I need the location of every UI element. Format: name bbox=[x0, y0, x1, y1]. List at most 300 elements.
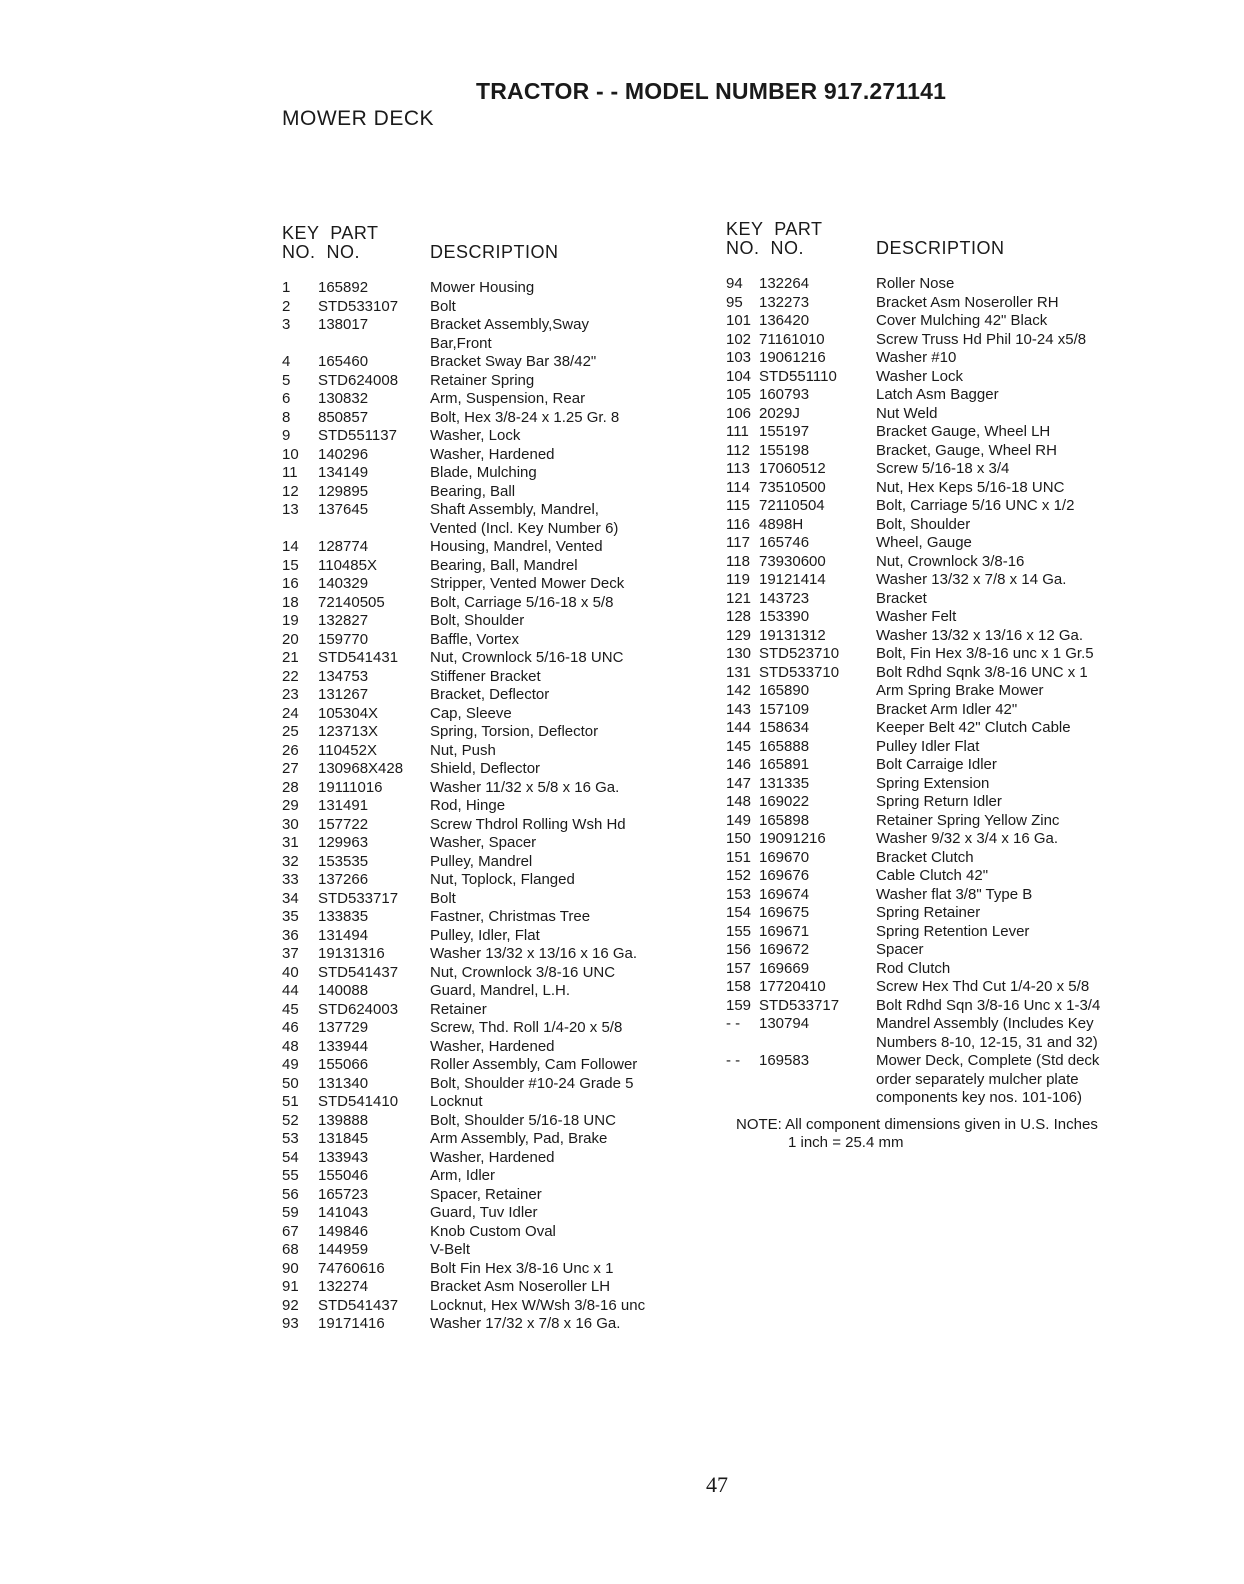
part-description: Bolt, Shoulder bbox=[430, 612, 525, 629]
part-description: Guard, Tuv Idler bbox=[430, 1204, 538, 1221]
part-number: 17060512 bbox=[759, 460, 826, 477]
key-number: 51 bbox=[282, 1093, 299, 1110]
key-number: 25 bbox=[282, 723, 299, 740]
table-row bbox=[282, 446, 702, 465]
part-number: 133944 bbox=[318, 1037, 369, 1055]
key-number: 19 bbox=[282, 612, 299, 629]
part-description: Washer Felt bbox=[876, 608, 957, 625]
key-number: 128 bbox=[726, 608, 752, 625]
key-number: 11 bbox=[282, 464, 298, 481]
table-row bbox=[282, 760, 702, 779]
part-description: Nut, Push bbox=[430, 741, 496, 759]
part-number: 850857 bbox=[318, 408, 369, 426]
parts-rows bbox=[726, 275, 1166, 1108]
part-number: 143723 bbox=[759, 589, 810, 607]
part-number: 160793 bbox=[759, 386, 810, 403]
table-row bbox=[282, 631, 702, 650]
part-description: Bolt Rdhd Sqn 3/8-16 Unc x 1-3/4 bbox=[876, 996, 1101, 1014]
part-number: 128774 bbox=[318, 538, 369, 555]
key-number: 30 bbox=[282, 815, 299, 833]
part-number: 110452X bbox=[318, 741, 377, 759]
part-number: 165892 bbox=[318, 279, 369, 296]
part-description: Cover Mulching 42" Black bbox=[876, 312, 1048, 329]
table-row bbox=[282, 908, 702, 927]
key-number: 34 bbox=[282, 889, 299, 907]
part-description: Cable Clutch 42" bbox=[876, 867, 989, 884]
key-number: 5 bbox=[282, 371, 291, 389]
part-description: Bolt, Hex 3/8-24 x 1.25 Gr. 8 bbox=[430, 408, 620, 426]
table-row bbox=[282, 871, 702, 890]
table-row bbox=[726, 941, 1166, 960]
key-number: 119 bbox=[726, 571, 750, 588]
part-number: 134753 bbox=[318, 667, 369, 685]
table-row bbox=[282, 1075, 702, 1094]
table-row bbox=[726, 312, 1166, 331]
part-number: 157109 bbox=[759, 700, 810, 718]
key-number: 105 bbox=[726, 386, 752, 403]
part-description: Mower Housing bbox=[430, 279, 535, 296]
key-number: 26 bbox=[282, 741, 299, 759]
part-description: Bolt Carraige Idler bbox=[876, 756, 997, 773]
table-row bbox=[282, 1278, 702, 1297]
part-number: 131340 bbox=[318, 1074, 369, 1092]
key-number: 46 bbox=[282, 1019, 299, 1036]
part-number: 132273 bbox=[759, 293, 810, 311]
part-description: Shield, Deflector bbox=[430, 760, 541, 777]
table-row bbox=[726, 812, 1166, 831]
key-number: 156 bbox=[726, 941, 752, 958]
key-number: 54 bbox=[282, 1148, 299, 1166]
part-number: 129963 bbox=[318, 834, 369, 851]
table-row bbox=[282, 945, 702, 964]
part-description: Stripper, Vented Mower Deck bbox=[430, 575, 625, 592]
key-number: 10 bbox=[282, 445, 299, 463]
part-description: Nut, Toplock, Flanged bbox=[430, 871, 575, 888]
note-line-1: NOTE: All component dimensions given in U.S. Inches bbox=[736, 1116, 1098, 1133]
key-number: 56 bbox=[282, 1185, 299, 1203]
part-number: 165890 bbox=[759, 682, 810, 699]
part-number: 165460 bbox=[318, 353, 369, 370]
part-description: Washer, Lock bbox=[430, 427, 521, 444]
table-row bbox=[282, 279, 702, 298]
part-number: 169671 bbox=[759, 922, 810, 940]
key-number: 44 bbox=[282, 982, 299, 999]
part-description: Nut, Hex Keps 5/16-18 UNC bbox=[876, 478, 1065, 496]
part-number: 140088 bbox=[318, 982, 369, 999]
part-description: Arm Assembly, Pad, Brake bbox=[430, 1130, 608, 1147]
table-row bbox=[282, 834, 702, 853]
table-row bbox=[282, 1297, 702, 1316]
section-title: MOWER DECK bbox=[282, 107, 434, 130]
key-number: 144 bbox=[726, 719, 752, 736]
key-number: 94 bbox=[726, 275, 743, 292]
key-number: 113 bbox=[726, 460, 750, 477]
table-row bbox=[726, 534, 1166, 553]
key-number: 121 bbox=[726, 589, 752, 607]
part-number: 131335 bbox=[759, 774, 810, 792]
part-description: Bolt, Carriage 5/16-18 x 5/8 bbox=[430, 593, 614, 611]
table-row bbox=[282, 1186, 702, 1205]
part-number: STD541437 bbox=[318, 963, 399, 981]
table-row bbox=[726, 997, 1166, 1016]
part-description: Washer, Hardened bbox=[430, 1148, 555, 1166]
table-row bbox=[282, 742, 702, 761]
part-description: Washer #10 bbox=[876, 349, 957, 366]
key-number: 130 bbox=[726, 645, 752, 662]
dimensions-note bbox=[736, 1116, 1098, 1152]
key-number: 148 bbox=[726, 793, 752, 810]
part-description: Spacer bbox=[876, 941, 924, 958]
table-row bbox=[726, 645, 1166, 664]
part-number: 169669 bbox=[759, 959, 810, 977]
key-number: 35 bbox=[282, 908, 299, 925]
table-row bbox=[726, 756, 1166, 775]
key-number: 20 bbox=[282, 630, 299, 648]
table-row bbox=[282, 316, 702, 335]
key-number: 142 bbox=[726, 682, 752, 699]
page-title: TRACTOR - - MODEL NUMBER 917.271141 bbox=[476, 78, 947, 104]
part-number: 155046 bbox=[318, 1167, 369, 1184]
table-row bbox=[282, 1019, 702, 1038]
part-description: Screw Hex Thd Cut 1/4-20 x 5/8 bbox=[876, 978, 1090, 995]
part-number: 136420 bbox=[759, 312, 810, 329]
part-number: 158634 bbox=[759, 719, 810, 736]
parts-rows bbox=[282, 279, 702, 1334]
part-number: 165746 bbox=[759, 534, 810, 551]
key-number: 93 bbox=[282, 1315, 299, 1332]
part-number: 105304X bbox=[318, 704, 379, 722]
part-number: 153390 bbox=[759, 608, 810, 625]
part-description: Bearing, Ball bbox=[430, 482, 516, 500]
key-number: 4 bbox=[282, 353, 291, 370]
part-number: 19061216 bbox=[759, 349, 826, 366]
part-description: Mower Deck, Complete (Std deck bbox=[876, 1052, 1100, 1069]
table-row bbox=[726, 978, 1166, 997]
part-description: Screw, Thd. Roll 1/4-20 x 5/8 bbox=[430, 1019, 623, 1036]
part-description: components key nos. 101-106) bbox=[876, 1089, 1082, 1106]
part-description: Bolt, Shoulder 5/16-18 UNC bbox=[430, 1111, 616, 1129]
key-number: 104 bbox=[726, 367, 752, 385]
key-number: 3 bbox=[282, 316, 291, 333]
key-number: 8 bbox=[282, 408, 291, 426]
table-row bbox=[282, 1241, 702, 1260]
part-number: 130794 bbox=[759, 1015, 810, 1032]
key-number: 23 bbox=[282, 686, 299, 703]
key-number: 36 bbox=[282, 926, 299, 944]
part-description: Spring Retention Lever bbox=[876, 922, 1030, 940]
part-description: Bracket Clutch bbox=[876, 848, 974, 866]
part-number: STD624008 bbox=[318, 371, 399, 389]
part-number: STD541437 bbox=[318, 1296, 399, 1314]
part-number: 169675 bbox=[759, 904, 810, 921]
key-number: - - bbox=[726, 1015, 741, 1032]
part-description: Housing, Mandrel, Vented bbox=[430, 538, 603, 555]
key-number: 152 bbox=[726, 867, 752, 884]
key-number: 37 bbox=[282, 945, 299, 962]
key-number: 50 bbox=[282, 1074, 299, 1092]
part-description: Wheel, Gauge bbox=[876, 534, 972, 551]
table-row bbox=[726, 423, 1166, 442]
part-number: STD541431 bbox=[318, 649, 399, 666]
part-description: Washer 9/32 x 3/4 x 16 Ga. bbox=[876, 830, 1059, 847]
key-number: 103 bbox=[726, 349, 752, 366]
key-number: 15 bbox=[282, 556, 299, 574]
part-number: 159770 bbox=[318, 630, 369, 648]
part-description: Latch Asm Bagger bbox=[876, 386, 999, 403]
key-number: 153 bbox=[726, 885, 752, 903]
part-description: Guard, Mandrel, L.H. bbox=[430, 982, 571, 999]
key-number: 55 bbox=[282, 1167, 299, 1184]
part-description: V-Belt bbox=[430, 1241, 471, 1258]
part-description: Knob Custom Oval bbox=[430, 1222, 556, 1240]
table-row bbox=[282, 816, 702, 835]
part-description: Washer, Hardened bbox=[430, 445, 555, 463]
column-header bbox=[282, 224, 702, 279]
key-number: 12 bbox=[282, 482, 299, 500]
table-row bbox=[726, 923, 1166, 942]
table-row bbox=[282, 797, 702, 816]
part-description: Bracket, Gauge, Wheel RH bbox=[876, 441, 1057, 459]
table-row bbox=[282, 409, 702, 428]
key-number: 48 bbox=[282, 1037, 299, 1055]
table-row bbox=[282, 779, 702, 798]
table-row bbox=[726, 368, 1166, 387]
table-row bbox=[282, 964, 702, 983]
part-description: Washer, Hardened bbox=[430, 1037, 555, 1055]
part-description: Bolt bbox=[430, 889, 456, 907]
part-number: 131491 bbox=[318, 797, 369, 814]
table-row bbox=[282, 353, 702, 372]
part-number: 169670 bbox=[759, 848, 810, 866]
part-description: Pulley Idler Flat bbox=[876, 737, 980, 755]
part-number: 144959 bbox=[318, 1241, 369, 1258]
part-number: 133835 bbox=[318, 908, 369, 925]
part-description: Bracket, Deflector bbox=[430, 686, 550, 703]
key-number: 118 bbox=[726, 552, 750, 570]
key-number: 157 bbox=[726, 959, 752, 977]
part-number: 132264 bbox=[759, 275, 810, 292]
key-part-header-line1: KEY PART bbox=[726, 219, 823, 239]
part-description: Nut, Crownlock 5/16-18 UNC bbox=[430, 649, 624, 666]
table-row bbox=[282, 723, 702, 742]
table-row bbox=[282, 1038, 702, 1057]
part-description: Bracket Assembly,Sway bbox=[430, 316, 589, 333]
part-number: 137729 bbox=[318, 1019, 369, 1036]
part-description: order separately mulcher plate bbox=[876, 1070, 1079, 1088]
part-description: Washer flat 3/8" Type B bbox=[876, 885, 1033, 903]
part-number: 4898H bbox=[759, 515, 804, 533]
part-description: Arm Spring Brake Mower bbox=[876, 682, 1044, 699]
key-part-header-line1: KEY PART bbox=[282, 223, 379, 243]
key-number: 29 bbox=[282, 797, 299, 814]
part-description: Washer Lock bbox=[876, 367, 963, 385]
part-number: STD533107 bbox=[318, 297, 399, 315]
table-row bbox=[726, 682, 1166, 701]
table-row bbox=[726, 1052, 1166, 1071]
table-row bbox=[726, 627, 1166, 646]
part-number: 155198 bbox=[759, 441, 810, 459]
part-number: 73930600 bbox=[759, 552, 826, 570]
key-number: 18 bbox=[282, 593, 299, 611]
table-row bbox=[282, 335, 702, 354]
key-number: 28 bbox=[282, 778, 299, 796]
part-description: Shaft Assembly, Mandrel, bbox=[430, 501, 599, 518]
table-row bbox=[726, 590, 1166, 609]
part-description: Arm, Idler bbox=[430, 1167, 496, 1184]
part-number: 140296 bbox=[318, 445, 369, 463]
part-description: Retainer Spring Yellow Zinc bbox=[876, 811, 1060, 829]
key-number: 106 bbox=[726, 404, 752, 422]
table-row bbox=[282, 501, 702, 520]
key-number: 53 bbox=[282, 1130, 299, 1147]
key-number: - - bbox=[726, 1052, 741, 1069]
page-number: 47 bbox=[706, 1472, 728, 1497]
part-number: 153535 bbox=[318, 852, 369, 870]
part-number: 19111016 bbox=[318, 778, 383, 796]
table-row bbox=[726, 849, 1166, 868]
table-row bbox=[282, 390, 702, 409]
part-description: Pulley, Mandrel bbox=[430, 852, 533, 870]
part-description: Bracket Sway Bar 38/42" bbox=[430, 353, 597, 370]
key-number: 22 bbox=[282, 667, 299, 685]
key-number: 45 bbox=[282, 1000, 299, 1018]
table-row bbox=[282, 1204, 702, 1223]
part-number: 139888 bbox=[318, 1111, 369, 1129]
table-row bbox=[282, 1093, 702, 1112]
part-number: 155066 bbox=[318, 1056, 369, 1073]
part-description: Bracket Gauge, Wheel LH bbox=[876, 423, 1051, 440]
part-description: Washer 13/32 x 7/8 x 14 Ga. bbox=[876, 571, 1067, 588]
key-number: 52 bbox=[282, 1111, 299, 1129]
key-number: 40 bbox=[282, 963, 299, 981]
part-number: 131845 bbox=[318, 1130, 369, 1147]
part-description: Nut Weld bbox=[876, 404, 938, 422]
table-row bbox=[726, 275, 1166, 294]
table-row bbox=[282, 464, 702, 483]
table-row bbox=[726, 460, 1166, 479]
table-row bbox=[726, 701, 1166, 720]
part-number: STD533717 bbox=[759, 996, 840, 1014]
part-description: Nut, Crownlock 3/8-16 UNC bbox=[430, 963, 616, 981]
part-description: Baffle, Vortex bbox=[430, 630, 519, 648]
part-description: Bolt Rdhd Sqnk 3/8-16 UNC x 1 bbox=[876, 663, 1088, 681]
part-number: STD551110 bbox=[759, 367, 837, 385]
table-row bbox=[726, 1089, 1166, 1108]
table-row bbox=[726, 719, 1166, 738]
table-row bbox=[726, 608, 1166, 627]
table-row bbox=[726, 386, 1166, 405]
key-number: 21 bbox=[282, 649, 299, 666]
part-description: Bolt, Shoulder #10-24 Grade 5 bbox=[430, 1074, 634, 1092]
part-description: Retainer Spring bbox=[430, 371, 535, 389]
table-row bbox=[282, 557, 702, 576]
part-number: 169676 bbox=[759, 867, 810, 884]
key-number: 154 bbox=[726, 904, 752, 921]
table-row bbox=[726, 960, 1166, 979]
part-number: 123713X bbox=[318, 723, 379, 740]
part-description: Bar,Front bbox=[430, 334, 492, 352]
part-description: Washer 13/32 x 13/16 x 12 Ga. bbox=[876, 626, 1084, 644]
description-header: DESCRIPTION bbox=[876, 238, 1005, 258]
table-row bbox=[282, 982, 702, 1001]
table-row bbox=[726, 294, 1166, 313]
part-number: 165888 bbox=[759, 737, 810, 755]
part-number: 130968X428 bbox=[318, 760, 404, 777]
table-row bbox=[282, 1001, 702, 1020]
column-header bbox=[726, 220, 1166, 275]
key-number: 27 bbox=[282, 760, 299, 777]
key-number: 90 bbox=[282, 1259, 299, 1277]
part-description: Screw 5/16-18 x 3/4 bbox=[876, 460, 1010, 477]
part-number: 129895 bbox=[318, 482, 369, 500]
key-number: 145 bbox=[726, 737, 752, 755]
table-row bbox=[726, 516, 1166, 535]
key-number: 129 bbox=[726, 626, 752, 644]
part-number: 169022 bbox=[759, 793, 810, 810]
part-description: Bracket Asm Noseroller LH bbox=[430, 1278, 611, 1295]
table-row bbox=[282, 1167, 702, 1186]
table-row bbox=[282, 1149, 702, 1168]
part-number: 165723 bbox=[318, 1185, 369, 1203]
key-number: 158 bbox=[726, 978, 752, 995]
key-number: 92 bbox=[282, 1296, 299, 1314]
table-row bbox=[282, 1056, 702, 1075]
part-number: 74760616 bbox=[318, 1259, 385, 1277]
part-number: 169674 bbox=[759, 885, 810, 903]
part-description: Bolt, Shoulder bbox=[876, 515, 971, 533]
key-number: 33 bbox=[282, 871, 299, 888]
table-row bbox=[726, 664, 1166, 683]
part-description: Spring, Torsion, Deflector bbox=[430, 723, 599, 740]
table-row bbox=[282, 594, 702, 613]
table-row bbox=[726, 830, 1166, 849]
key-number: 102 bbox=[726, 330, 752, 348]
part-description: Bolt Fin Hex 3/8-16 Unc x 1 bbox=[430, 1259, 614, 1277]
part-description: Bracket bbox=[876, 589, 927, 607]
table-row bbox=[282, 1260, 702, 1279]
part-number: 169672 bbox=[759, 941, 810, 958]
key-number: 6 bbox=[282, 390, 291, 407]
table-row bbox=[726, 867, 1166, 886]
part-number: 138017 bbox=[318, 316, 369, 333]
part-description: Bolt bbox=[430, 297, 456, 315]
key-number: 111 bbox=[726, 423, 749, 440]
part-number: 131267 bbox=[318, 686, 369, 703]
part-number: 149846 bbox=[318, 1222, 369, 1240]
part-description: Washer 11/32 x 5/8 x 16 Ga. bbox=[430, 778, 620, 796]
part-number: 140329 bbox=[318, 575, 369, 592]
key-number: 150 bbox=[726, 830, 752, 847]
key-number: 59 bbox=[282, 1204, 299, 1221]
table-row bbox=[726, 405, 1166, 424]
key-number: 67 bbox=[282, 1222, 299, 1240]
key-number: 24 bbox=[282, 704, 299, 722]
part-description: Washer 13/32 x 13/16 x 16 Ga. bbox=[430, 945, 638, 962]
part-description: Roller Nose bbox=[876, 275, 955, 292]
part-number: STD533717 bbox=[318, 889, 399, 907]
table-row bbox=[282, 1315, 702, 1334]
table-row bbox=[282, 668, 702, 687]
key-number: 31 bbox=[282, 834, 299, 851]
part-number: 2029J bbox=[759, 404, 800, 422]
table-row bbox=[282, 649, 702, 668]
part-number: 141043 bbox=[318, 1204, 369, 1221]
table-row bbox=[726, 497, 1166, 516]
part-description: Retainer bbox=[430, 1000, 487, 1018]
part-description: Screw Thdrol Rolling Wsh Hd bbox=[430, 815, 626, 833]
part-description: Numbers 8-10, 12-15, 31 and 32) bbox=[876, 1033, 1098, 1051]
table-row bbox=[726, 553, 1166, 572]
